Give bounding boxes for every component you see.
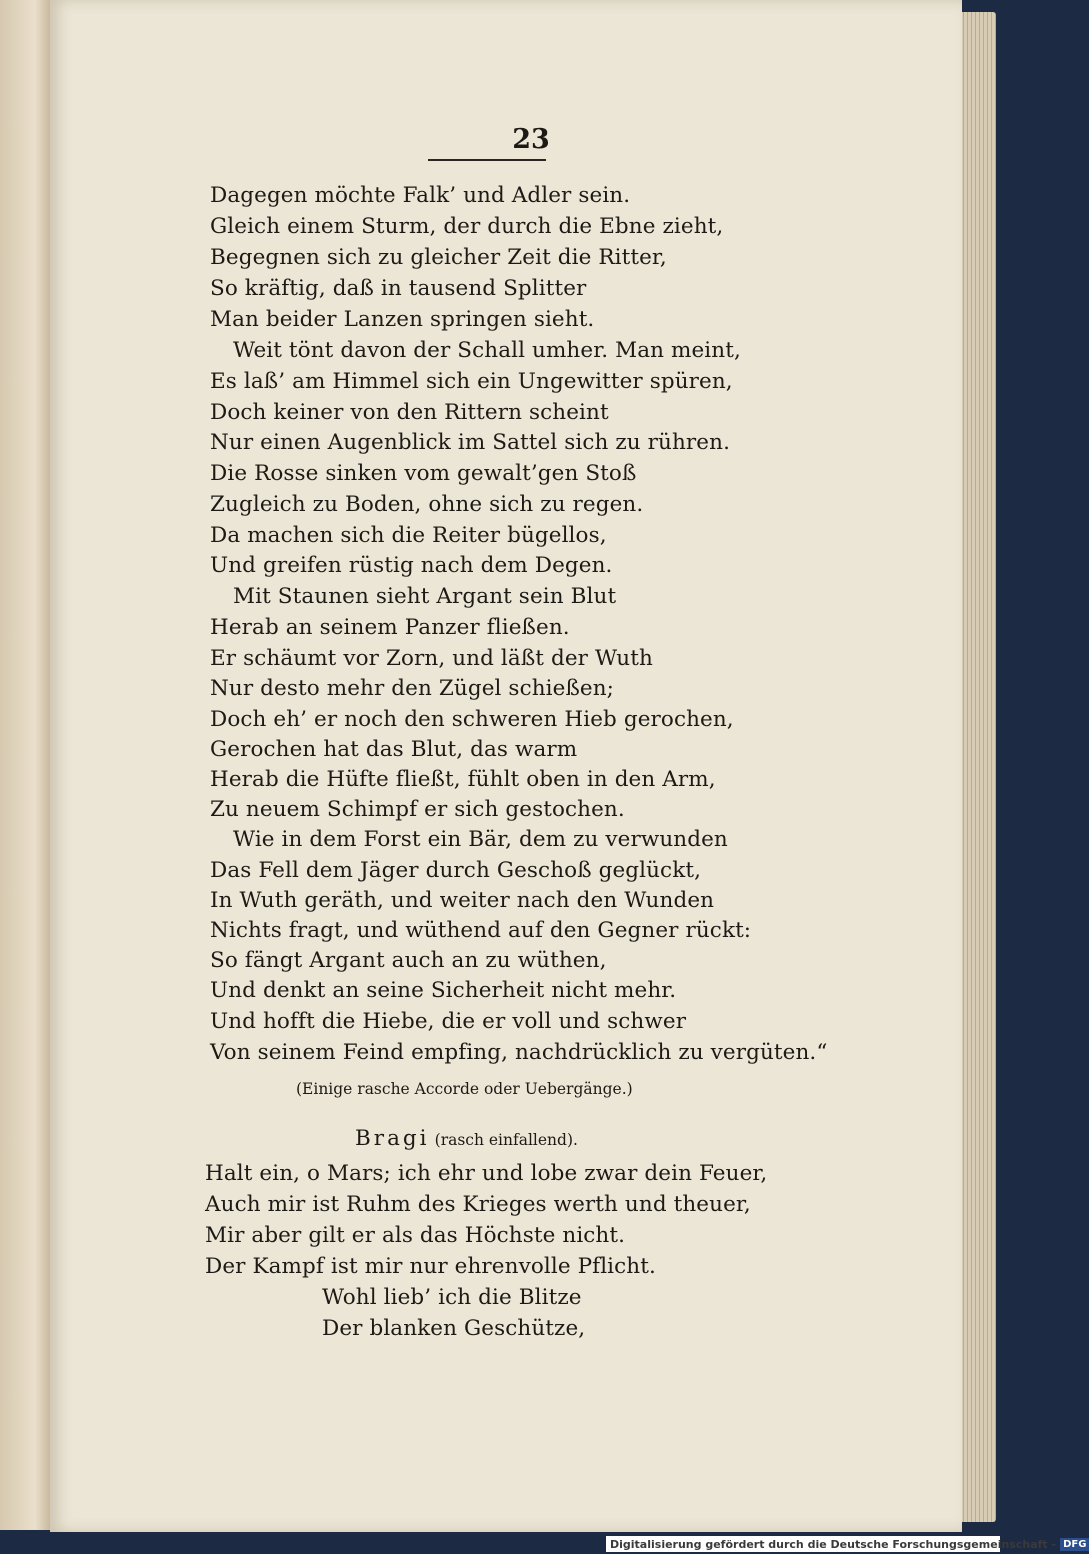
left-page-edge (0, 0, 50, 1530)
speech-line: Auch mir ist Ruhm des Krieges werth und theuer, (205, 1192, 751, 1217)
text-line: Man beider Lanzen springen sieht. (210, 307, 595, 332)
speech-line: Mir aber gilt er als das Höchste nicht. (205, 1223, 626, 1248)
speech-line: Der blanken Geschütze, (322, 1316, 586, 1341)
text-line: Zu neuem Schimpf er sich gestochen. (210, 797, 625, 822)
text-line: Mit Staunen sieht Argant sein Blut (233, 584, 617, 609)
text-line: Das Fell dem Jäger durch Geschoß geglückt, (210, 858, 702, 883)
speaker-heading (355, 1126, 578, 1151)
page-number: 23 (512, 124, 550, 155)
speech-line: Wohl lieb’ ich die Blitze (322, 1285, 582, 1310)
stage-direction: (Einige rasche Accorde oder Uebergänge.) (296, 1080, 633, 1098)
speech-line: Halt ein, o Mars; ich ehr und lobe zwar dein Feuer, (205, 1161, 768, 1186)
text-line: Begegnen sich zu gleicher Zeit die Ritter, (210, 245, 667, 270)
digitization-footer (606, 1536, 1087, 1552)
text-line: In Wuth geräth, und weiter nach den Wunden (210, 888, 715, 913)
speaker-name: Bragi (355, 1126, 430, 1151)
text-line: Und hofft die Hiebe, die er voll und schwer (210, 1009, 687, 1034)
text-line: Es laß’ am Himmel sich ein Ungewitter spüren, (210, 369, 733, 394)
text-line: Wie in dem Forst ein Bär, dem zu verwunden (233, 827, 728, 852)
dfg-logo-icon: DFG (1060, 1538, 1089, 1551)
text-line: Da machen sich die Reiter bügellos, (210, 523, 607, 548)
text-line: Doch keiner von den Rittern scheint (210, 400, 609, 425)
speech-line: Der Kampf ist mir nur ehrenvolle Pflicht. (205, 1254, 656, 1279)
text-line: Doch eh’ er noch den schweren Hieb gerochen, (210, 707, 734, 732)
book-page (50, 0, 962, 1532)
text-line: Nichts fragt, und wüthend auf den Gegner rückt: (210, 918, 752, 943)
text-line: Von seinem Feind empfing, nachdrücklich zu vergüten.“ (210, 1040, 828, 1065)
text-line: Dagegen möchte Falk’ und Adler sein. (210, 183, 631, 208)
text-line: So fängt Argant auch an zu wüthen, (210, 948, 607, 973)
text-line: Und greifen rüstig nach dem Degen. (210, 553, 613, 578)
text-line: Herab an seinem Panzer fließen. (210, 615, 570, 640)
text-line: Weit tönt davon der Schall umher. Man meint, (233, 338, 741, 363)
text-line: Die Rosse sinken vom gewalt’gen Stoß (210, 461, 637, 486)
header-rule (428, 159, 546, 161)
speaker-direction: (rasch einfallend). (434, 1131, 578, 1149)
text-line: Herab die Hüfte fließt, fühlt oben in den Arm, (210, 767, 716, 792)
text-line: Und denkt an seine Sicherheit nicht mehr. (210, 978, 677, 1003)
text-line: Nur desto mehr den Zügel schießen; (210, 676, 615, 701)
text-line: Er schäumt vor Zorn, und läßt der Wuth (210, 646, 653, 671)
footer-text: Digitalisierung gefördert durch die Deutsche Forschungsgemeinschaft - (610, 1537, 1057, 1551)
text-line: Nur einen Augenblick im Sattel sich zu rühren. (210, 430, 731, 455)
text-line: So kräftig, daß in tausend Splitter (210, 276, 587, 301)
text-line: Gerochen hat das Blut, das warm (210, 737, 578, 762)
text-line: Zugleich zu Boden, ohne sich zu regen. (210, 492, 644, 517)
text-line: Gleich einem Sturm, der durch die Ebne zieht, (210, 214, 724, 239)
